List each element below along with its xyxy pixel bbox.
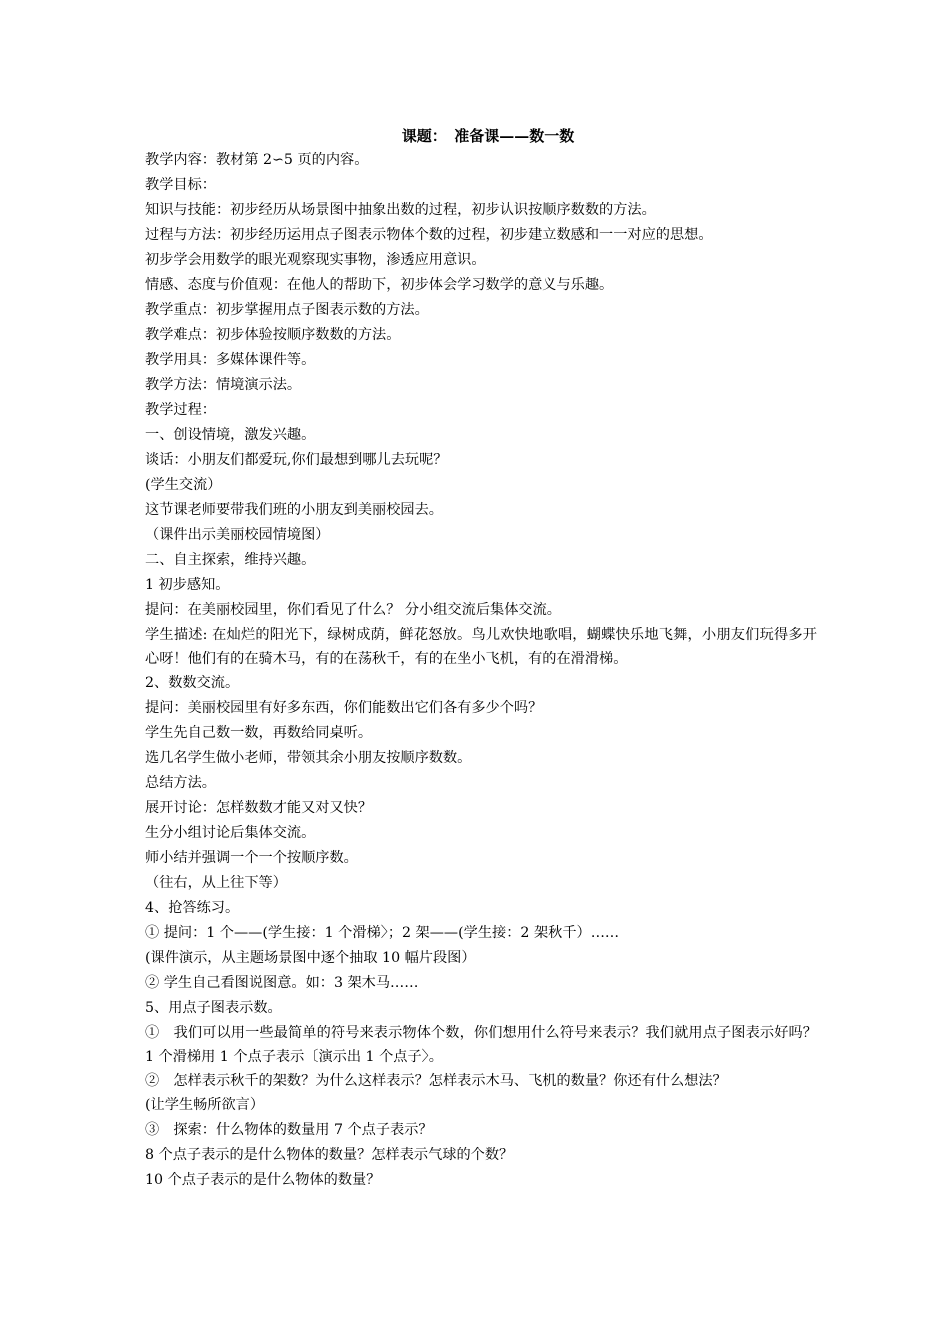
text-line: 教学目标： — [145, 177, 216, 193]
text-line: (学生交流） — [145, 477, 222, 493]
text-line: （往右，从上往下等） — [145, 875, 287, 891]
paragraph-swing-count: ② 怎样表示秋千的架数？为什么这样表示？怎样表示木马、飞机的数量？你还有什么想法？ — [145, 1073, 727, 1089]
text-line: 1 初步感知。 — [145, 577, 230, 593]
text-line: 生分小组讨论后集体交流。 — [145, 825, 316, 841]
text-line: 教学难点：初步体验按顺序数数的方法。 — [145, 327, 401, 343]
text-line: 10 个点子表示的是什么物体的数量？ — [145, 1172, 381, 1188]
text-line: 教学重点：初步掌握用点子图表示数的方法。 — [145, 302, 429, 318]
text-line: 初步学会用数学的眼光观察现实事物，渗透应用意识。 — [145, 252, 486, 268]
text-line: 谈话：小朋友们都爱玩,你们最想到哪儿去玩呢？ — [145, 452, 448, 468]
paragraph-dot-symbol: ① 我们可以用一些最简单的符号来表示物体个数，你们想用什么符号来表示？我们就用点子图表示好吗？ 1 个滑梯用 1 个点子表示〔演示出 1 个点子〉。 — [145, 1025, 817, 1065]
text-line: ③ 探索：什么物体的数量用 7 个点子表示？ — [145, 1122, 433, 1138]
text-line: (让学生畅所欲言） — [145, 1097, 265, 1113]
lesson-title: 课题： 准备课——数一数 — [401, 127, 575, 145]
text-line: ② 学生自己看图说图意。如：3 架木马…… — [145, 975, 419, 991]
section-heading: 二、自主探索，维持兴趣。 — [145, 552, 316, 568]
text-line: 选几名学生做小老师，带领其余小朋友按顺序数数。 — [145, 750, 472, 766]
document-page — [145, 124, 817, 1193]
paragraph-student-description: 学生描述: 在灿烂的阳光下，绿树成荫，鲜花怒放。鸟儿欢快地歌唱，蝴蝶快乐地飞舞，小朋友们玩得多开心呀！他们有的在骑木马，有的在荡秋千，有的在坐小飞机，有的在滑滑梯。 — [145, 627, 817, 667]
text-line: 教学内容：教材第 2∽5 页的内容。 — [145, 152, 369, 168]
text-line: 4、抢答练习。 — [145, 900, 240, 916]
text-line: ① 提问：1 个——(学生接：1 个滑梯〉；2 架——(学生接：2 架秋千）…… — [145, 925, 620, 941]
text-line: 过程与方法：初步经历运用点子图表示物体个数的过程，初步建立数感和一一对应的思想。 — [145, 227, 713, 243]
text-line: 5、用点子图表示数。 — [145, 1000, 282, 1016]
text-line: (课件演示，从主题场景图中逐个抽取 10 幅片段图） — [145, 950, 476, 966]
text-line: 2、数数交流。 — [145, 675, 240, 691]
text-line: 总结方法。 — [145, 775, 216, 791]
text-line: 提问：美丽校园里有好多东西，你们能数出它们各有多少个吗？ — [145, 700, 543, 716]
section-heading: 一、创设情境，激发兴趣。 — [145, 427, 316, 443]
text-line: 教学用具：多媒体课件等。 — [145, 352, 316, 368]
text-line: 知识与技能：初步经历从场景图中抽象出数的过程，初步认识按顺序数数的方法。 — [145, 202, 656, 218]
text-line: （课件出示美丽校园情境图） — [145, 527, 330, 543]
text-line: 这节课老师要带我们班的小朋友到美丽校园去。 — [145, 502, 443, 518]
text-line: 教学方法：情境演示法。 — [145, 377, 302, 393]
text-line: 情感、态度与价值观：在他人的帮助下，初步体会学习数学的意义与乐趣。 — [145, 277, 614, 293]
text-line: 学生先自己数一数，再数给同桌听。 — [145, 725, 373, 741]
text-line: 提问：在美丽校园里，你们看见了什么？ 分小组交流后集体交流。 — [145, 602, 561, 618]
text-line: 师小结并强调一个一个按顺序数。 — [145, 850, 358, 866]
text-line: 教学过程： — [145, 402, 216, 418]
text-line: 8 个点子表示的是什么物体的数量？怎样表示气球的个数？ — [145, 1147, 514, 1163]
text-line: 展开讨论：怎样数数才能又对又快？ — [145, 800, 373, 816]
